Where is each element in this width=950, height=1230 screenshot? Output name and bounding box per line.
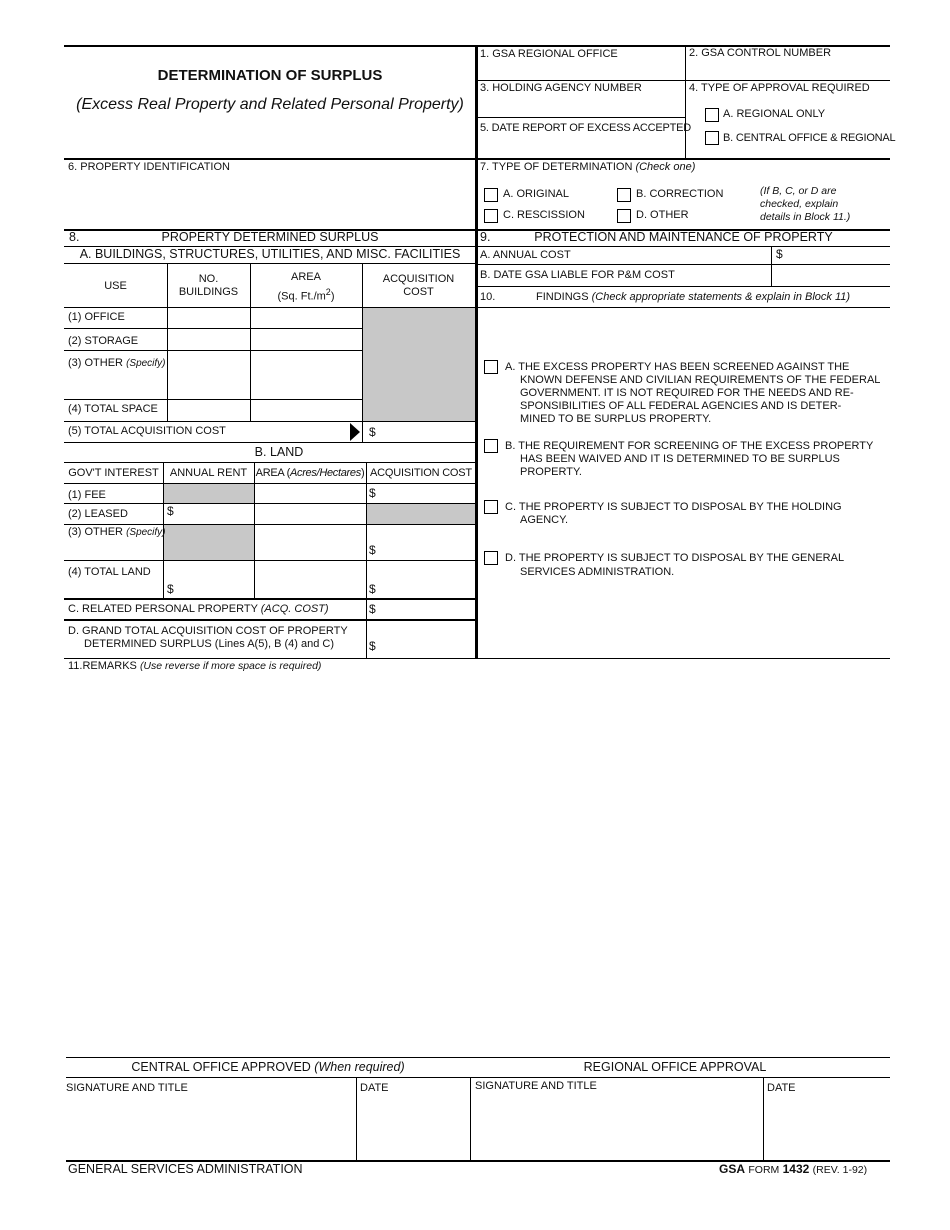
date-gsa-liable-label: B. DATE GSA LIABLE FOR P&M COST (480, 269, 675, 281)
leased-dollar: $ (167, 504, 174, 518)
land-top-rule (64, 442, 476, 443)
col-use-header: USE (104, 280, 127, 292)
other-label: D. OTHER (636, 209, 689, 221)
finding-a-line-1: A. THE EXCESS PROPERTY HAS BEEN SCREENED AGAINST THE (505, 361, 850, 373)
finding-a-line-5: MINED TO BE SURPLUS PROPERTY. (520, 413, 712, 425)
total-land-acq-dollar: $ (369, 582, 376, 596)
rescission-checkbox[interactable] (484, 209, 498, 223)
block8-rule-2 (64, 263, 476, 264)
other-checkbox[interactable] (617, 209, 631, 223)
land-col-acquisition-header: ACQUISITION COST (370, 467, 472, 479)
land-other-label: (3) OTHER (Specify) (68, 526, 166, 538)
finding-a-line-2: KNOWN DEFENSE AND CIVILIAN REQUIREMENTS OF THE FEDERAL (520, 374, 881, 386)
acquisition-shaded-cell (363, 308, 475, 421)
findings-title: FINDINGS (Check appropriate statements & explain in Block 11) (536, 291, 851, 303)
land-col-area-header: AREA (Acres/Hectares) (255, 467, 365, 479)
finding-c-checkbox[interactable] (484, 500, 498, 514)
a-row-rule-4 (64, 421, 476, 422)
central-date-label: DATE (360, 1082, 389, 1094)
form-title: DETERMINATION OF SURPLUS (157, 67, 383, 84)
approvals-col-1 (356, 1077, 357, 1160)
approvals-top-rule (66, 1057, 890, 1058)
finding-a-checkbox[interactable] (484, 360, 498, 374)
block9-divider (771, 246, 772, 286)
form-subtitle: (Excess Real Property and Related Personal Property) (76, 96, 464, 113)
annual-cost-label: A. ANNUAL COST (480, 249, 571, 261)
property-determined-surplus-title: PROPERTY DETERMINED SURPLUS (161, 230, 379, 244)
total-acquisition-dollar: $ (369, 425, 376, 439)
approvals-col-3 (763, 1077, 764, 1160)
land-bottom-rule (64, 598, 476, 600)
holding-agency-number-label: 3. HOLDING AGENCY NUMBER (480, 82, 642, 94)
footer-agency: GENERAL SERVICES ADMINISTRATION (68, 1162, 303, 1176)
land-section-title: B. LAND (254, 445, 304, 459)
date-report-label: 5. DATE REPORT OF EXCESS ACCEPTED (480, 122, 692, 134)
finding-d-checkbox[interactable] (484, 551, 498, 565)
approvals-rule-2 (66, 1077, 890, 1078)
central-office-approved-label: CENTRAL OFFICE APPROVED (When required) (131, 1060, 405, 1074)
finding-b-line-2: HAS BEEN WAIVED AND IT IS DETERMINED TO BE SURPLUS (520, 453, 840, 465)
land-rule-4 (64, 524, 476, 525)
approvals-col-2 (470, 1077, 471, 1161)
determination-note-1: (If B, C, or D are (760, 185, 837, 197)
original-checkbox[interactable] (484, 188, 498, 202)
regional-only-label: A. REGIONAL ONLY (723, 108, 826, 120)
finding-a-line-4: SPONSIBILITIES OF ALL FEDERAL AGENCIES AND IS DETER- (520, 400, 842, 412)
finding-c-line-1: C. THE PROPERTY IS SUBJECT TO DISPOSAL BY THE HOLDING (505, 501, 842, 513)
main-divider (475, 45, 478, 659)
total-land-rent-dollar: $ (167, 582, 174, 596)
header-rule-1 (477, 80, 890, 81)
determination-note-2: checked, explain (760, 198, 839, 210)
regional-date-label: DATE (767, 1082, 796, 1094)
upper-table-bottom-rule (64, 658, 890, 659)
block9-rule-2 (477, 264, 890, 265)
col-buildings-header: BUILDINGS (178, 286, 239, 298)
grand-total-label-2: DETERMINED SURPLUS (Lines A(5), B (4) and C) (84, 638, 335, 650)
header-divider (685, 45, 686, 158)
block9-rule-1 (477, 246, 890, 247)
annual-cost-dollar: $ (776, 247, 783, 261)
determination-note-3: details in Block 11.) (760, 211, 851, 223)
row-office-label: (1) OFFICE (68, 311, 125, 323)
a-row-rule-0 (64, 307, 476, 308)
correction-checkbox[interactable] (617, 188, 631, 202)
type-of-approval-label: 4. TYPE OF APPROVAL REQUIRED (689, 82, 870, 94)
remarks-area[interactable] (64, 676, 890, 1054)
related-personal-property-label: C. RELATED PERSONAL PROPERTY (ACQ. COST) (68, 603, 329, 615)
other-land-dollar: $ (369, 543, 376, 557)
col-area-units: (Sq. $Ft./m^2$) (277, 287, 335, 303)
central-signature-label: SIGNATURE AND TITLE (66, 1082, 188, 1094)
regional-only-checkbox[interactable] (705, 108, 719, 122)
block10-number: 10. (480, 291, 496, 303)
buildings-section-title: A. BUILDINGS, STRUCTURES, UTILITIES, AND MISC. FACILITIES (79, 247, 461, 261)
regional-signature-label: SIGNATURE AND TITLE (475, 1080, 597, 1092)
gsa-control-number-label: 2. GSA CONTROL NUMBER (689, 47, 832, 59)
col-cost-header: COST (403, 286, 434, 298)
fee-dollar: $ (369, 486, 376, 500)
a-row-rule-1 (64, 328, 363, 329)
finding-c-line-2: AGENCY. (520, 514, 569, 526)
grand-total-top-rule (64, 619, 476, 621)
property-identification-label: 6. PROPERTY IDENTIFICATION (68, 161, 230, 173)
protection-maintenance-title: PROTECTION AND MAINTENANCE OF PROPERTY (534, 230, 833, 244)
finding-b-line-3: PROPERTY. (520, 466, 582, 478)
row-other-label: (3) OTHER (Specify) (68, 357, 166, 369)
land-rule-2 (64, 483, 476, 484)
block10-rule (477, 307, 890, 308)
finding-d-line-1: D. THE PROPERTY IS SUBJECT TO DISPOSAL BY THE GENERAL (505, 552, 845, 564)
col-acquisition-header: ACQUISITION (382, 273, 455, 285)
land-leased-label: (2) LEASED (68, 508, 128, 520)
block9-number: 9. (480, 230, 491, 244)
footer-form-id: GSA FORM 1432 (REV. 1-92) (719, 1162, 868, 1176)
original-label: A. ORIGINAL (503, 188, 570, 200)
header-bottom-rule (64, 158, 890, 160)
central-regional-checkbox[interactable] (705, 131, 719, 145)
related-property-dollar: $ (369, 602, 376, 616)
finding-d-line-2: SERVICES ADMINISTRATION. (520, 566, 675, 578)
grand-total-dollar: $ (369, 639, 376, 653)
grand-total-label-1: D. GRAND TOTAL ACQUISITION COST OF PROPERTY (68, 625, 348, 637)
land-rule-5 (64, 560, 476, 561)
rescission-label: C. RESCISSION (503, 209, 585, 221)
land-col-interest-header: GOV'T INTEREST (68, 467, 159, 479)
land-total-label: (4) TOTAL LAND (68, 566, 151, 578)
gsa-regional-office-label: 1. GSA REGIONAL OFFICE (480, 48, 618, 60)
remarks-label: 11.REMARKS (Use reverse if more space is required) (68, 660, 322, 672)
col-area-header: AREA (291, 271, 321, 283)
block8-number: 8. (69, 230, 80, 244)
col-no-header: NO. (198, 273, 219, 285)
land-fee-label: (1) FEE (68, 489, 106, 501)
a-row-rule-3 (64, 399, 363, 400)
row-total-acquisition-label: (5) TOTAL ACQUISITION COST (68, 425, 226, 437)
finding-b-line-1: B. THE REQUIREMENT FOR SCREENING OF THE EXCESS PROPERTY (505, 440, 874, 452)
regional-office-approval-label: REGIONAL OFFICE APPROVAL (583, 1060, 767, 1074)
central-regional-label: B. CENTRAL OFFICE & REGIONAL (723, 132, 896, 144)
header-rule-2 (477, 117, 685, 118)
land-rule-1 (64, 462, 476, 463)
row-storage-label: (2) STORAGE (68, 335, 139, 347)
finding-a-line-3: GOVERNMENT. IT IS NOT REQUIRED FOR THE NEEDS AND RE- (520, 387, 854, 399)
block9-rule-3 (477, 286, 890, 287)
row-total-space-label: (4) TOTAL SPACE (68, 403, 158, 415)
correction-label: B. CORRECTION (636, 188, 724, 200)
leased-acq-shaded (367, 504, 475, 524)
a-row-rule-2 (64, 350, 363, 351)
fee-rent-shaded (164, 484, 254, 503)
other-rent-shaded (164, 525, 254, 560)
land-col-rent-header: ANNUAL RENT (169, 467, 248, 479)
finding-b-checkbox[interactable] (484, 439, 498, 453)
arrow-pointer-icon (350, 423, 360, 441)
type-of-determination-label: 7. TYPE OF DETERMINATION (Check one) (480, 161, 696, 173)
